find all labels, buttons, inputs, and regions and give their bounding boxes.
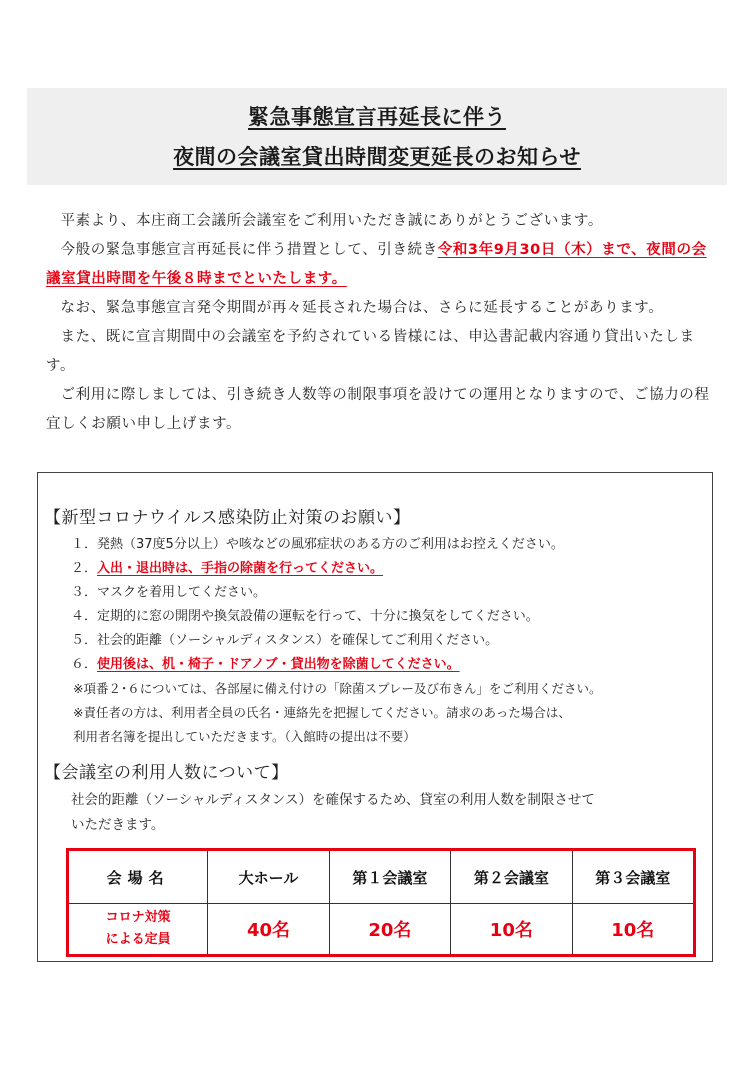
capacity-description: [71, 788, 691, 838]
measure-number: ５．: [71, 633, 98, 648]
measure-number: ２．: [71, 561, 98, 576]
measure-item: [71, 581, 701, 605]
intro-paragraph-2: [46, 236, 714, 294]
table-row: [68, 904, 695, 956]
capacity-description-line-2: いただきます。: [71, 817, 165, 833]
measure-text: 定期的に窓の開閉や換気設備の運転を行って、十分に換気をしてください。: [97, 609, 539, 624]
measures-heading: 【新型コロナウイルス感染防止対策のお願い】: [44, 508, 411, 528]
measure-number: ３．: [71, 585, 98, 600]
measure-item: [71, 557, 701, 581]
row-label-line-1: コロナ対策: [105, 910, 171, 925]
measure-text: 発熱（37度5分以上）や咳などの風邪症状のある方のご利用はお控えください。: [97, 537, 564, 552]
intro-text: [46, 207, 714, 439]
capacity-heading: 【会議室の利用人数について】: [44, 763, 289, 783]
measure-text: 社会的距離（ソーシャルディスタンス）を確保してご利用ください。: [97, 633, 499, 648]
note-sanitizer: ※項番２･６については、各部屋に備え付けの「除菌スプレー及び布きん」をご利用ください。: [73, 681, 602, 696]
guidelines-box: [37, 472, 713, 962]
header-venue: 会場名: [68, 850, 208, 904]
note-responsible-person: ※責任者の方は、利用者全員の氏名・連絡先を把握してください。請求のあった場合は、: [73, 705, 571, 720]
table-header-row: [68, 850, 695, 904]
note-responsible-person-cont: 利用者名簿を提出していただきます。（入館時の提出は不要）: [73, 729, 416, 744]
capacity-room-2: 10名: [451, 904, 572, 956]
measure-item: [71, 653, 701, 677]
intro-paragraph-3: なお、緊急事態宣言発令期間が再々延長された場合は、さらに延長することがあります。: [60, 300, 664, 316]
title-banner: [27, 88, 727, 185]
measure-text-highlight: 入出・退出時は、手指の除菌を行ってください。: [97, 561, 384, 576]
measure-item: [71, 533, 701, 557]
capacity-room-3: 10名: [572, 904, 694, 956]
header-room-3: 第３会議室: [572, 850, 694, 904]
capacity-room-1: 20名: [329, 904, 450, 956]
row-label-line-2: による定員: [105, 932, 171, 947]
measure-text: マスクを着用してください。: [97, 585, 267, 600]
measure-number: １．: [71, 537, 98, 552]
title-line-2: 夜間の会議室貸出時間変更延長のお知らせ: [173, 144, 581, 169]
title-line-1: 緊急事態宣言再延長に伴う: [248, 104, 506, 129]
measure-item: [71, 605, 701, 629]
measures-list: [71, 533, 701, 749]
intro-paragraph-2-text: 今般の緊急事態宣言再延長に伴う措置として、引き続き: [60, 242, 438, 258]
measure-number: ４．: [71, 609, 98, 624]
intro-paragraph-4: また、既に宣言期間中の会議室を予約されている皆様には、申込書記載内容通り貸出いたします。: [46, 329, 695, 374]
intro-paragraph-1: 平素より、本庄商工会議所会議室をご利用いただき誠にありがとうございます。: [60, 213, 603, 229]
header-main-hall: 大ホール: [208, 850, 329, 904]
capacity-table: [66, 848, 696, 957]
capacity-main-hall: 40名: [208, 904, 329, 956]
header-room-1: 第１会議室: [329, 850, 450, 904]
measure-text-highlight: 使用後は、机・椅子・ドアノブ・貸出物を除菌してください。: [97, 657, 460, 672]
header-room-2: 第２会議室: [451, 850, 572, 904]
measure-item: [71, 629, 701, 653]
capacity-description-line-1: 社会的距離（ソーシャルディスタンス）を確保するため、貸室の利用人数を制限させて: [71, 792, 595, 808]
measure-number: ６．: [71, 657, 98, 672]
intro-paragraph-5: ご利用に際しましては、引き続き人数等の制限事項を設けての運用となりますので、ご協力の程宜しくお願い申し上げます。: [46, 387, 710, 432]
row-label-capacity: [68, 904, 208, 956]
extension-period-notice: 令和3年9月30日（木）まで、夜間の会議室貸出時間を午後８時までといたします。: [46, 242, 707, 287]
